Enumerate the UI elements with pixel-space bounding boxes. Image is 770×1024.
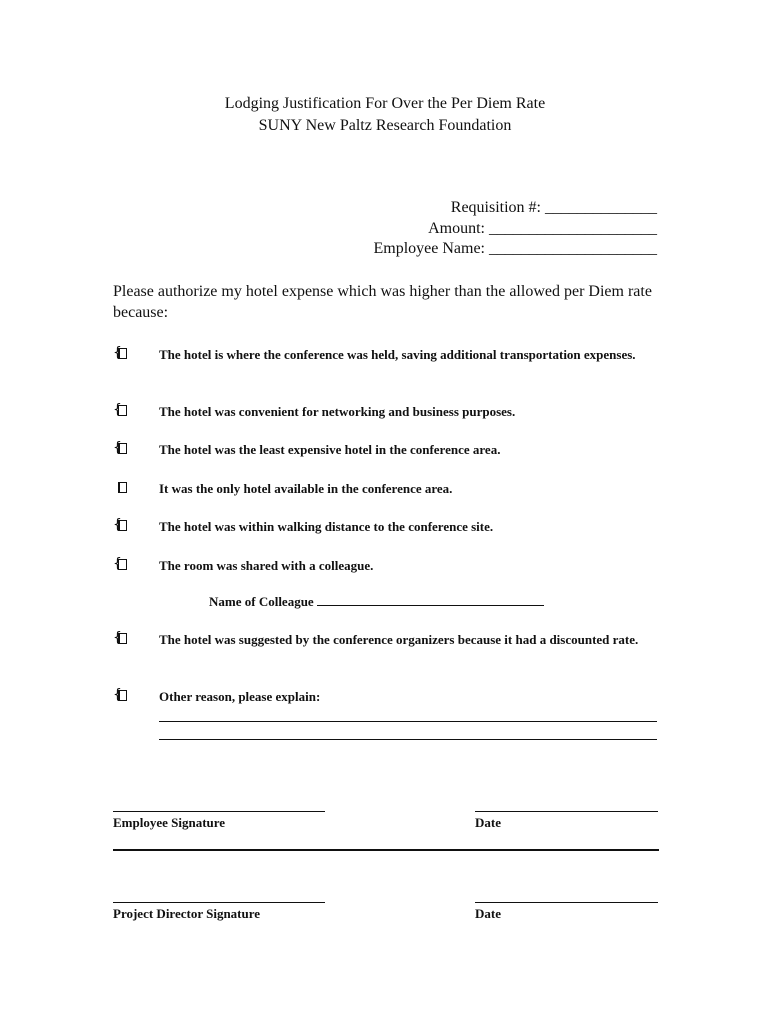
form-subtitle: SUNY New Paltz Research Foundation (258, 117, 512, 134)
checkbox-brace-icon: { (113, 556, 122, 572)
reason-checkbox[interactable] (113, 402, 135, 420)
intro-paragraph: Please authorize my hotel expense which was higher than the allowed per Diem rate because: (113, 283, 652, 321)
checkbox-brace-icon: { (113, 402, 122, 418)
reason-label: Other reason, please explain: (159, 689, 321, 704)
amount-field[interactable]: Amount: _____________________ (428, 219, 657, 237)
reason-label: The room was shared with a colleague. (159, 558, 374, 573)
checkbox-brace-icon: { (113, 440, 122, 456)
colleague-field[interactable] (209, 592, 544, 611)
explain-input-line[interactable] (159, 721, 657, 722)
director-signature-line[interactable] (113, 902, 325, 903)
employee-date-line[interactable] (475, 811, 658, 812)
director-signature-label: Project Director Signature (113, 906, 261, 921)
reason-checkbox[interactable] (113, 440, 135, 458)
requisition-field[interactable]: Requisition #: ______________ (450, 199, 657, 216)
colleague-input-line[interactable] (317, 592, 544, 606)
employee-name-field[interactable]: Employee Name: _____________________ (373, 240, 657, 257)
checkbox-brace-icon: { (113, 630, 122, 646)
checkbox-square-icon (118, 348, 127, 359)
reason-checkbox[interactable] (113, 479, 135, 497)
checkbox-square-icon (118, 443, 127, 454)
reason-checkbox[interactable] (113, 556, 135, 574)
reason-label: The hotel is where the conference was held, saving additional transportation expenses. (159, 347, 636, 362)
explain-input-line[interactable] (159, 739, 657, 740)
reason-label: The hotel was the least expensive hotel in the conference area. (159, 442, 501, 457)
employee-date-label: Date (475, 815, 501, 830)
colleague-label: Name of Colleague (209, 594, 314, 609)
checkbox-square-icon (118, 405, 127, 416)
checkbox-square-icon (118, 520, 127, 531)
reason-label: The hotel was convenient for networking and business purposes. (159, 404, 516, 419)
employee-signature-label: Employee Signature (113, 815, 226, 830)
checkbox-brace-icon: { (113, 687, 122, 703)
checkbox-brace-icon: { (113, 345, 122, 361)
reason-label: It was the only hotel available in the conference area. (159, 481, 453, 496)
director-date-line[interactable] (475, 902, 658, 903)
reason-checkbox[interactable] (113, 517, 135, 535)
reason-checkbox[interactable] (113, 345, 135, 363)
employee-signature-line[interactable] (113, 811, 325, 812)
checkbox-square-icon (118, 633, 127, 644)
director-date-label: Date (475, 906, 501, 921)
checkbox-square-icon (118, 482, 127, 493)
reason-checkbox[interactable] (113, 630, 135, 648)
checkbox-square-icon (118, 690, 127, 701)
reason-checkbox[interactable] (113, 687, 135, 705)
checkbox-square-icon (118, 559, 127, 570)
form-title: Lodging Justification For Over the Per Diem Rate (224, 95, 546, 112)
checkbox-brace-icon: { (113, 517, 122, 533)
section-divider (113, 849, 659, 851)
reason-label: The hotel was within walking distance to the conference site. (159, 519, 494, 534)
reason-label: The hotel was suggested by the conference organizers because it had a discounted rate. (159, 632, 639, 647)
requisition-fields (373, 198, 657, 260)
